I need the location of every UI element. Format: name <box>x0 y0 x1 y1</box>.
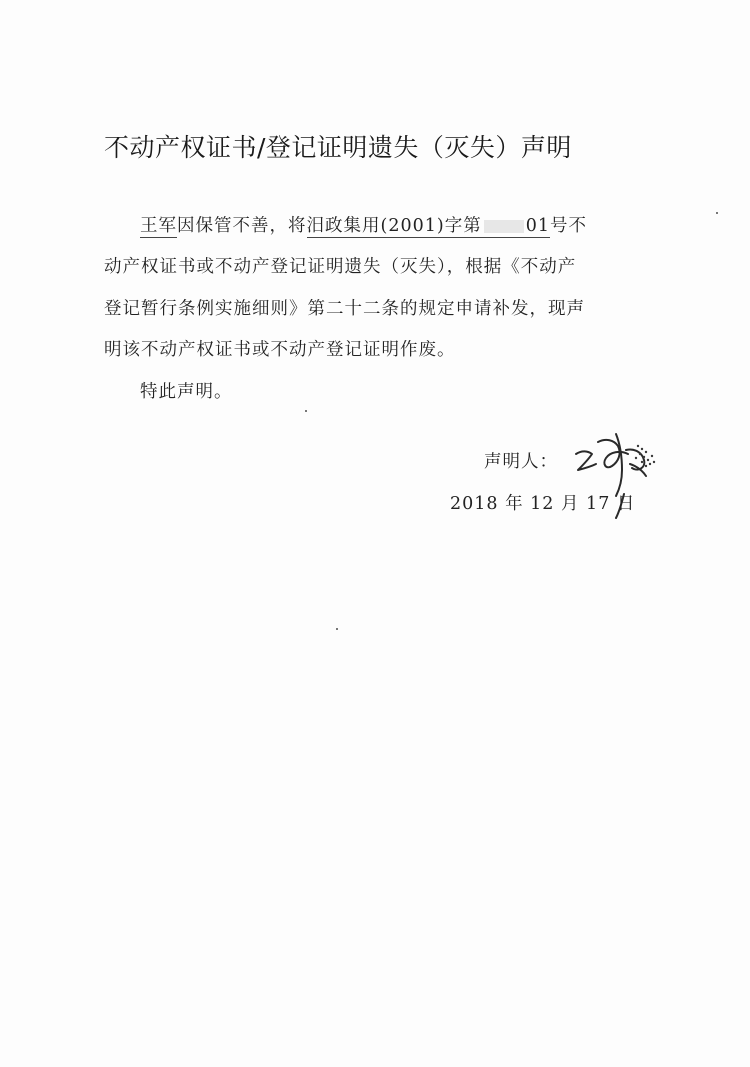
document-title: 不动产权证书/登记证明遗失（灭失）声明 <box>104 133 572 162</box>
declarant-label: 声明人： <box>484 452 558 472</box>
body-line-1 <box>140 212 587 237</box>
body-line-3: 登记暂行条例实施细则》第二十二条的规定申请补发，现声 <box>104 299 585 319</box>
scan-speck <box>336 628 338 630</box>
certificate-suffix: 01 <box>525 216 550 236</box>
certificate-prefix: 汨政集用(2001)字第 <box>306 216 482 236</box>
scan-speck <box>716 212 718 214</box>
document-date: 2018 年 12 月 17 日 <box>450 494 636 514</box>
declarant-name: 王军 <box>140 216 177 236</box>
redacted-area <box>484 220 524 233</box>
body-text: 因保管不善，将 <box>177 216 307 236</box>
closing-line: 特此声明。 <box>140 382 233 402</box>
certificate-number <box>307 216 550 238</box>
body-line-2: 动产权证书或不动产登记证明遗失（灭失），根据《不动产 <box>104 257 577 277</box>
body-text: 号不 <box>549 216 587 236</box>
scan-speck <box>305 410 307 412</box>
body-line-4: 明该不动产权证书或不动产登记证明作废。 <box>104 340 456 360</box>
